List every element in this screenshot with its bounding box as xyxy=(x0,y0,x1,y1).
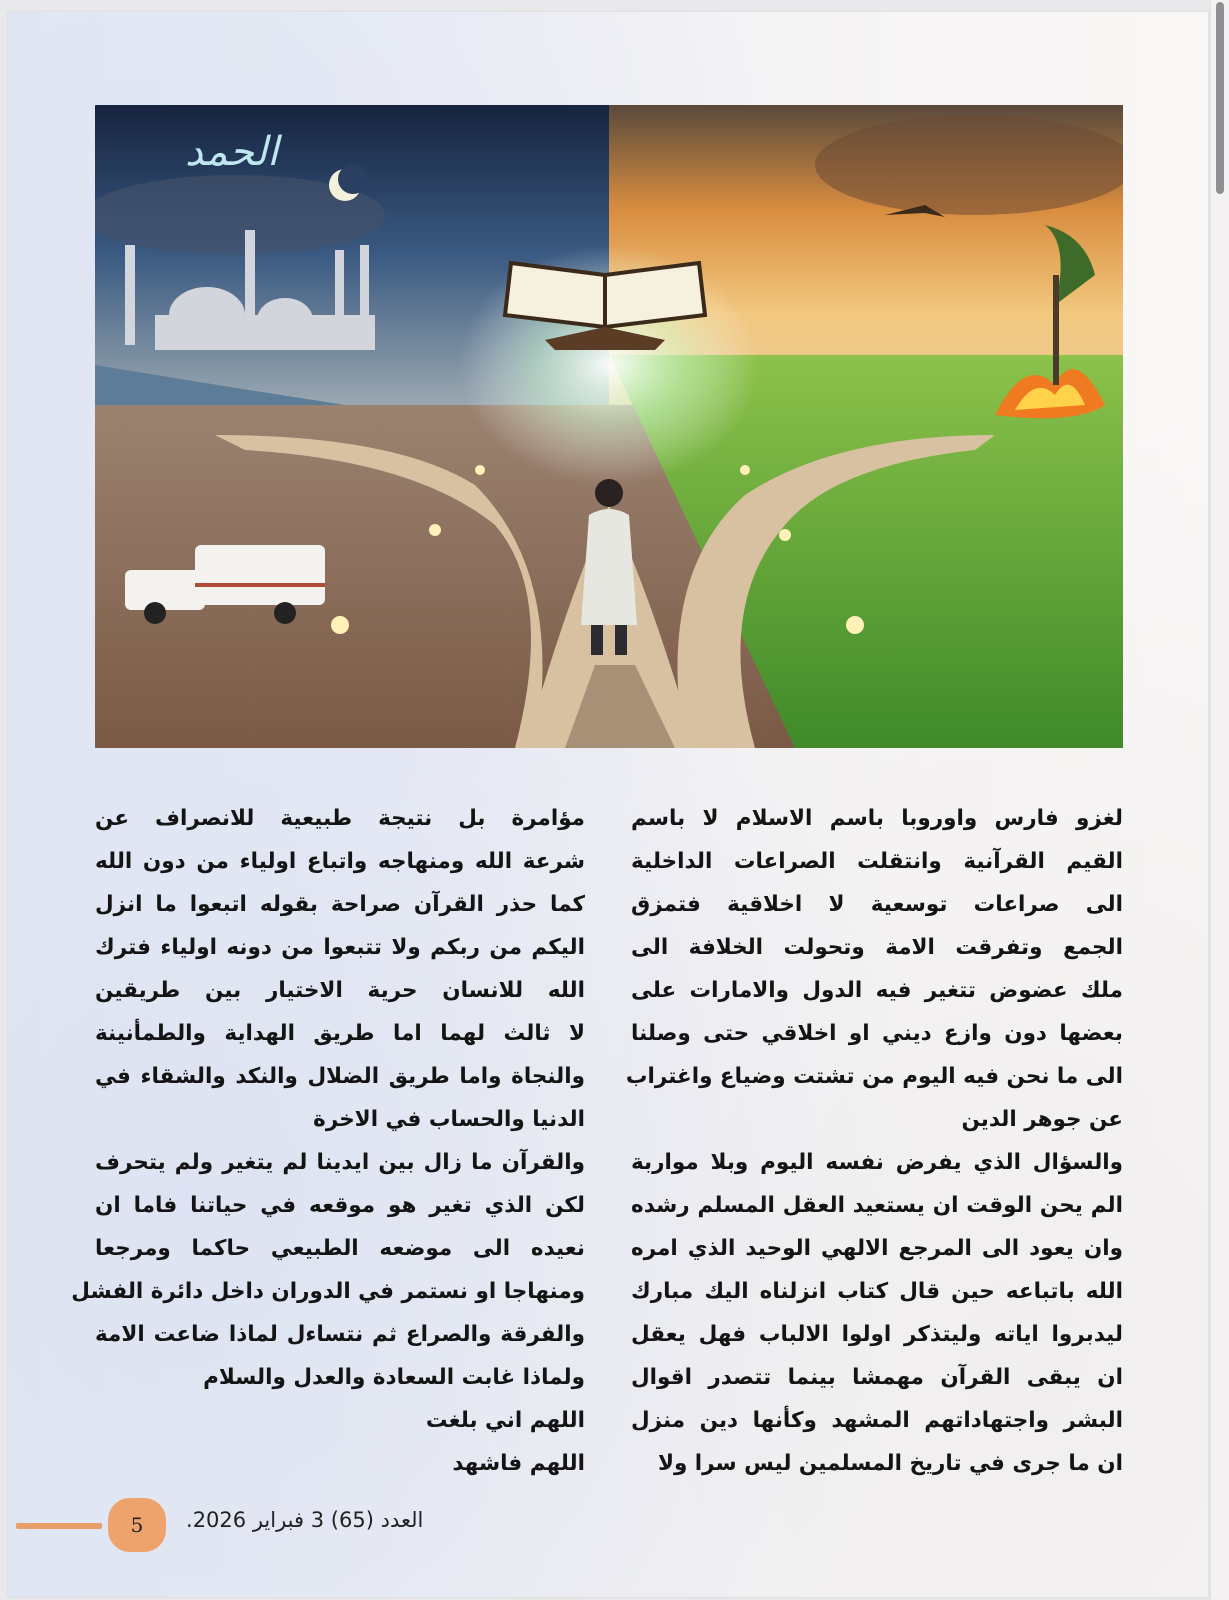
article-line: الدنيا والحساب في الاخرة xyxy=(313,1107,585,1132)
article-line: لغزو فارس واوروبا باسم الاسلام لا باسم xyxy=(631,806,1123,831)
article-line: كما حذر القرآن صراحة بقوله اتبعوا ما انزل xyxy=(95,892,585,917)
magazine-page xyxy=(8,12,1208,1597)
article-line: نعيده الى موضعه الطبيعي حاكما ومرجعا xyxy=(95,1236,585,1261)
article-line: القيم القرآنية وانتقلت الصراعات الداخلية xyxy=(631,849,1123,874)
article-line: عن جوهر الدين xyxy=(961,1107,1123,1132)
article-illustration xyxy=(95,105,1123,748)
scrollbar-thumb[interactable] xyxy=(1216,2,1224,194)
scrollbar[interactable] xyxy=(1210,0,1229,1600)
footer-accent-rule xyxy=(16,1523,102,1529)
page-number: 5 xyxy=(130,1513,144,1537)
article-line: اللهم اني بلغت xyxy=(425,1408,585,1433)
crossroads-illustration xyxy=(95,105,1123,748)
article-line: ان يبقى القرآن مهمشا بينما تتصدر اقوال xyxy=(631,1365,1123,1390)
article-line: ليدبروا اياته وليتذكر اولوا الالباب فهل يعقل xyxy=(631,1322,1123,1347)
article-line: البشر واجتهاداتهم المشهد وكأنها دين منزل xyxy=(631,1408,1123,1433)
article-line: وان يعود الى المرجع الالهي الوحيد الذي امره xyxy=(631,1236,1123,1261)
article-line: والنجاة واما طريق الضلال والنكد والشقاء في xyxy=(95,1064,585,1089)
article-line: لا ثالث لهما اما طريق الهداية والطمأنينة xyxy=(95,1021,585,1046)
article-line: الله للانسان حرية الاختيار بين طريقين xyxy=(95,978,585,1003)
article-line: الله باتباعه حين قال كتاب انزلناه اليك مبارك xyxy=(631,1279,1123,1304)
article-line: ولماذا غابت السعادة والعدل والسلام xyxy=(203,1365,585,1390)
article-line: الم يحن الوقت ان يستعيد العقل المسلم رشده xyxy=(631,1193,1123,1218)
article-line: الجمع وتفرقت الامة وتحولت الخلافة الى xyxy=(631,935,1123,960)
article-line: والقرآن ما زال بين ايدينا لم يتغير ولم يتحرف xyxy=(95,1150,585,1175)
article-line: بعضها دون وازع ديني او اخلاقي حتى وصلنا xyxy=(631,1021,1123,1046)
article-line: اللهم فاشهد xyxy=(452,1451,585,1476)
article-line: الى ما نحن فيه اليوم من تشتت وضياع واغتراب xyxy=(625,1064,1123,1089)
article-line: ان ما جرى في تاريخ المسلمين ليس سرا ولا xyxy=(657,1451,1123,1476)
article-line: والسؤال الذي يفرض نفسه اليوم وبلا مواربة xyxy=(631,1150,1123,1175)
article-line: والفرقة والصراع ثم نتساءل لماذا ضاعت الامة xyxy=(95,1322,585,1347)
article-column-right xyxy=(625,797,1123,1477)
article-column-left xyxy=(71,797,585,1477)
article-line: مؤامرة بل نتيجة طبيعية للانصراف عن xyxy=(95,806,585,831)
article-line: الى صراعات توسعية لا اخلاقية فتمزق xyxy=(631,892,1123,917)
issue-date-line: العدد (65) 3 فبراير 2026. xyxy=(186,1508,424,1532)
article-line: لكن الذي تغير هو موقعه في حياتنا فاما ان xyxy=(95,1193,585,1218)
article-line: شرعة الله ومنهاجه واتباع اولياء من دون الله xyxy=(95,849,585,874)
calligraphy-text: الحمد xyxy=(185,129,279,175)
article-line: ملك عضوض تتغير فيه الدول والامارات على xyxy=(631,978,1123,1003)
article-line: اليكم من ربكم ولا تتبعوا من دونه اولياء فترك xyxy=(95,935,585,960)
article-line: ومنهاجا او نستمر في الدوران داخل دائرة الفشل xyxy=(71,1279,585,1304)
page-number-badge xyxy=(108,1498,166,1552)
